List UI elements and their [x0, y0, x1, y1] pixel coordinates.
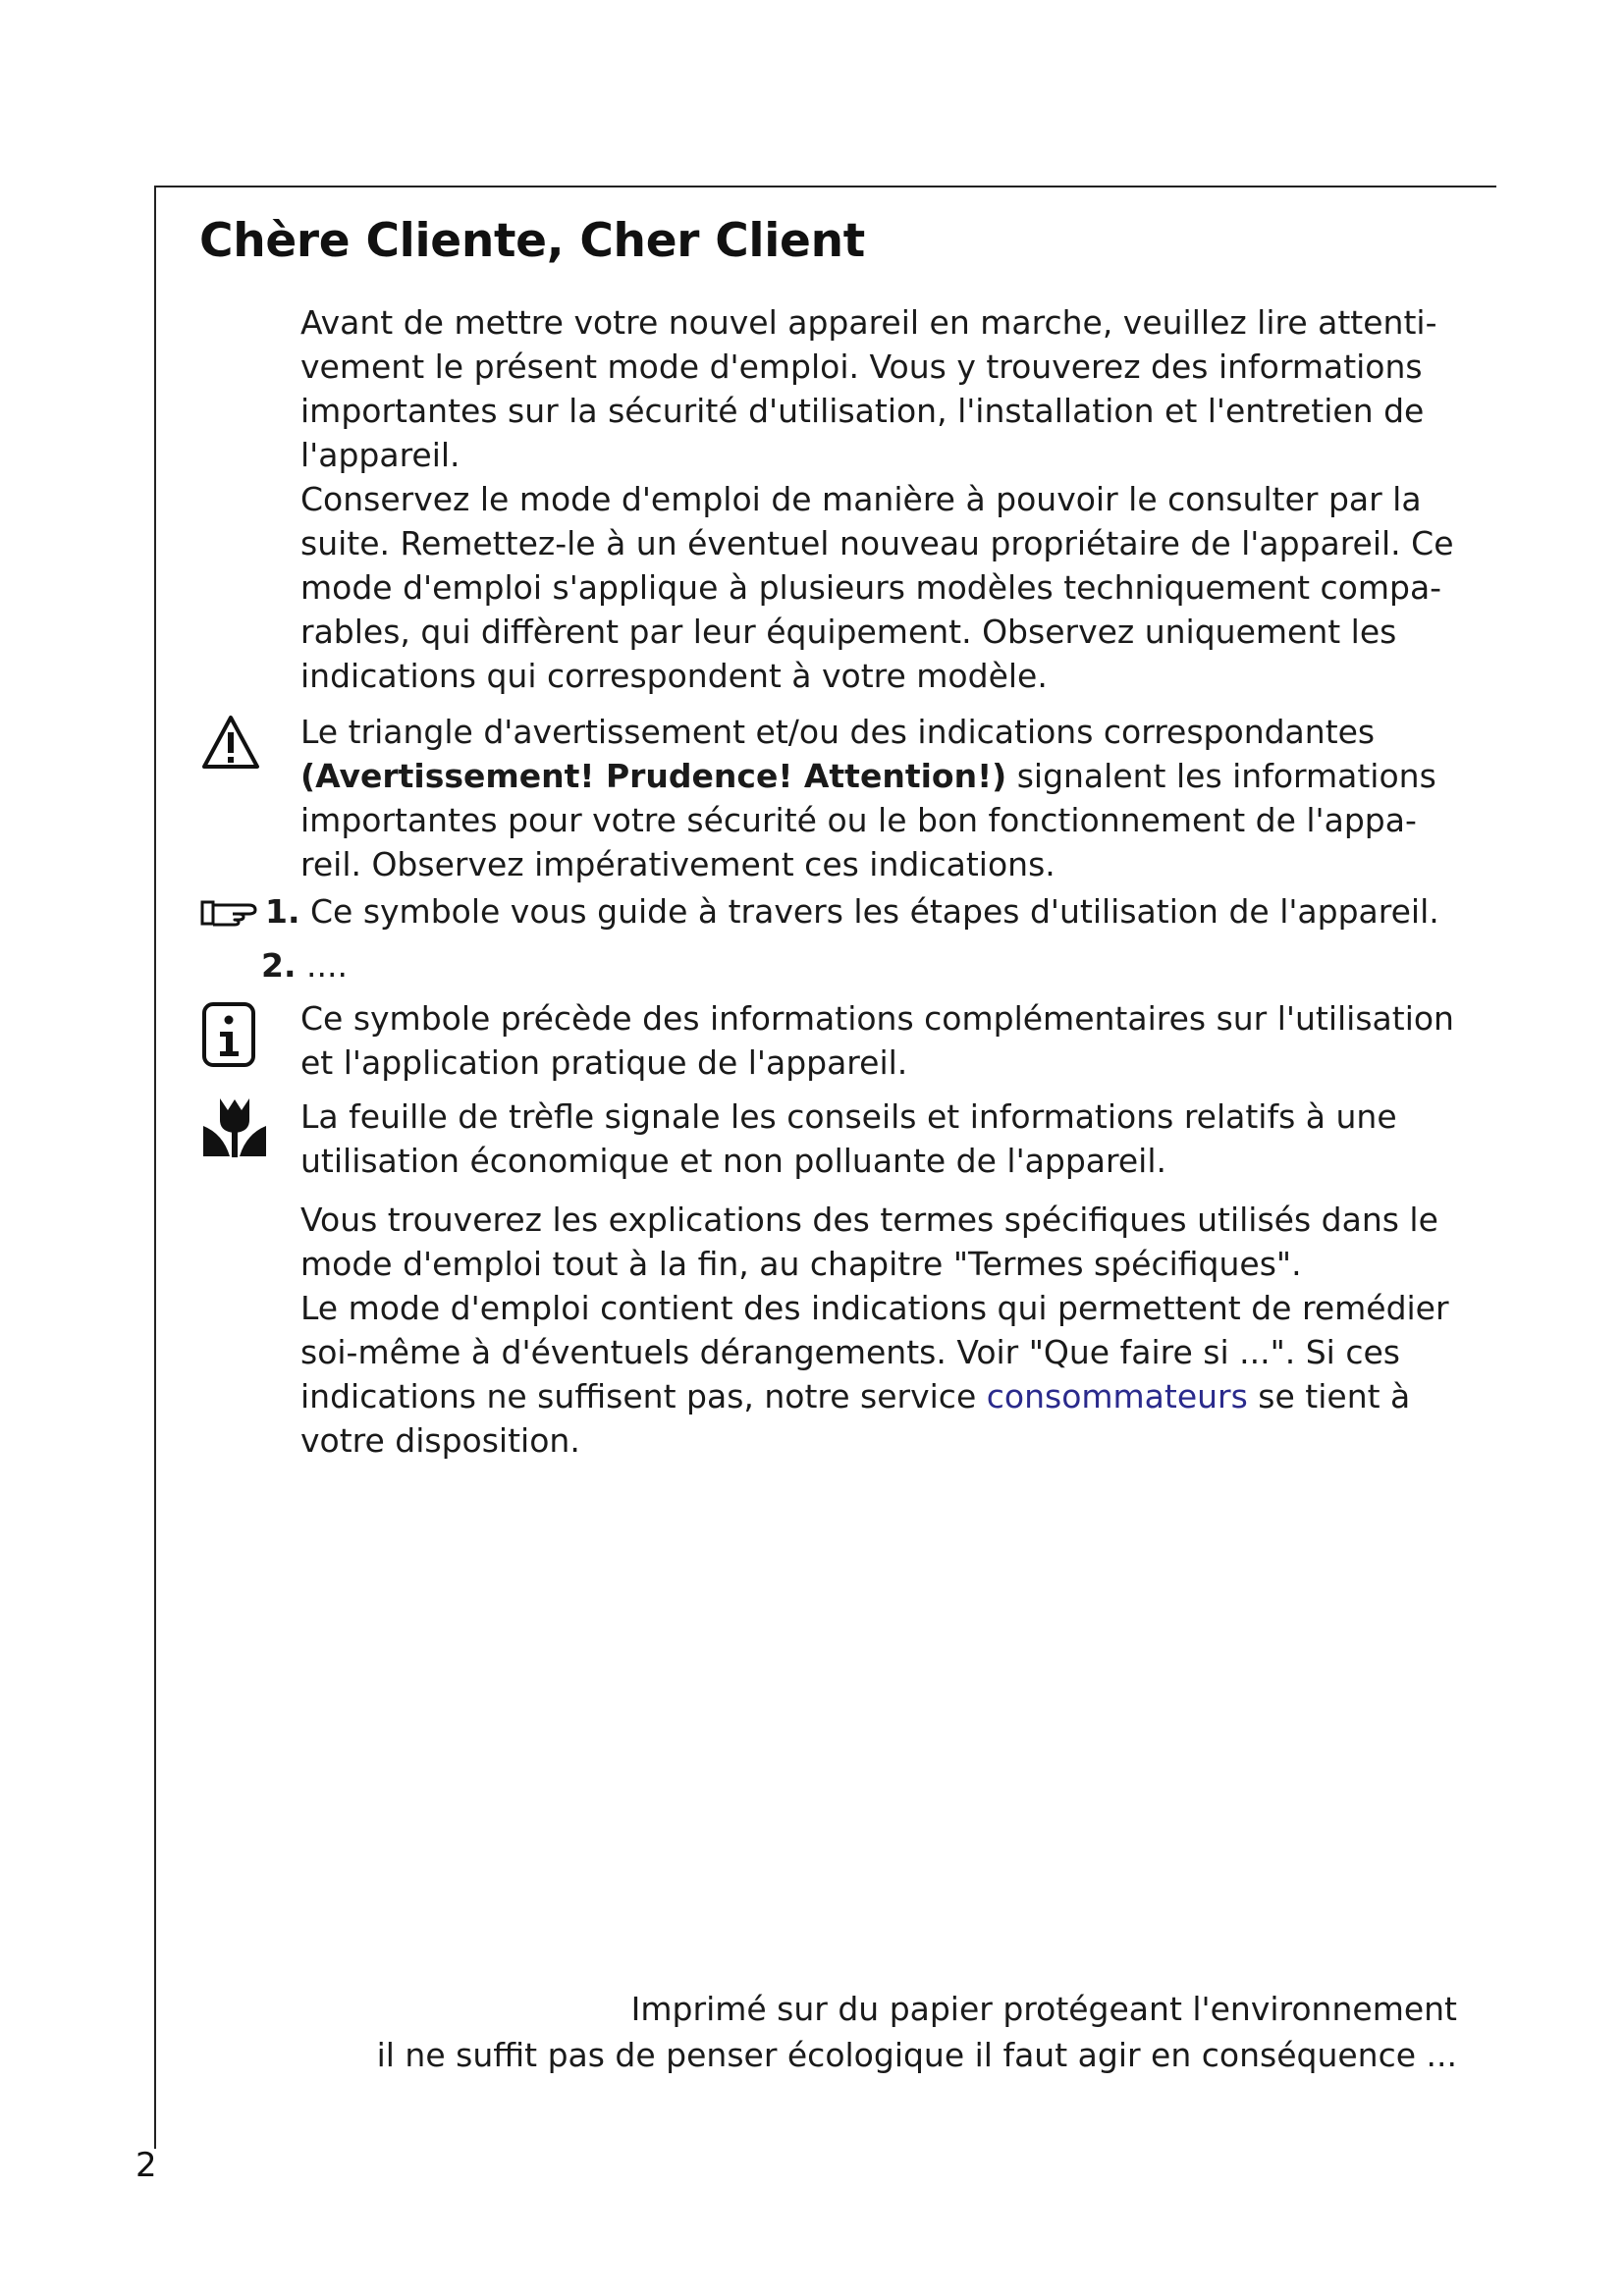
left-rule	[154, 186, 156, 2149]
step-text: Ce symbole vous guide à travers les étapes d'utilisation de l'appareil.	[310, 892, 1439, 931]
closing-line: Vous trouverez les explications des termes spécifiques utilisés dans le	[300, 1201, 1438, 1239]
intro-section	[300, 300, 1454, 698]
intro-line: importantes sur la sécurité d'utilisation, l'installation et l'entretien de	[300, 392, 1425, 430]
closing-section	[300, 1198, 1454, 1463]
step-item-2	[261, 943, 348, 988]
intro-line: l'appareil.	[300, 436, 460, 474]
warning-line-rest: signalent les informations	[1006, 757, 1436, 795]
footer-line: il ne suffit pas de penser écologique il faut agir en conséquence ...	[376, 2036, 1457, 2074]
info-line: et l'application pratique de l'appareil.	[300, 1043, 908, 1082]
pointing-hand-icon	[199, 896, 260, 928]
closing-line: Le mode d'emploi contient des indications qui permettent de remédier	[300, 1289, 1449, 1327]
closing-line: soi-même à d'éventuels dérangements. Voir "Que faire si ...". Si ces	[300, 1333, 1400, 1371]
intro-line: Conservez le mode d'emploi de manière à pouvoir le consulter par la	[300, 480, 1422, 518]
intro-line: vement le présent mode d'emploi. Vous y trouverez des informations	[300, 347, 1423, 386]
intro-line: mode d'emploi s'applique à plusieurs modèles techniquement compa-	[300, 568, 1442, 607]
warning-line: importantes pour votre sécurité ou le bon fonctionnement de l'appa-	[300, 801, 1417, 839]
intro-line: Avant de mettre votre nouvel appareil en marche, veuillez lire attenti-	[300, 303, 1437, 342]
eco-footer	[377, 1986, 1457, 2078]
closing-line	[300, 1374, 1454, 1418]
intro-line: rables, qui diffèrent par leur équipement. Observez uniquement les	[300, 613, 1397, 651]
warning-triangle-icon	[201, 715, 260, 770]
warning-keywords: (Avertissement! Prudence! Attention!)	[300, 757, 1007, 795]
step-number: 1.	[265, 892, 300, 931]
step-item-1	[265, 889, 1439, 934]
intro-line: indications qui correspondent à votre modèle.	[300, 657, 1048, 695]
info-section	[300, 996, 1454, 1085]
warning-line: Le triangle d'avertissement et/ou des indications correspondantes	[300, 713, 1376, 751]
eco-line: utilisation économique et non polluante de l'appareil.	[300, 1142, 1166, 1180]
step-text: ....	[306, 946, 348, 985]
closing-text: se tient à	[1247, 1377, 1411, 1415]
warning-line	[300, 754, 1454, 798]
warning-line: reil. Observez impérativement ces indications.	[300, 845, 1056, 883]
page-title: Chère Cliente, Cher Client	[199, 214, 865, 268]
top-rule	[154, 186, 1496, 187]
consumer-service-link[interactable]: consommateurs	[986, 1377, 1248, 1415]
step-number: 2.	[261, 946, 297, 985]
info-icon	[201, 1001, 256, 1068]
warning-section	[300, 710, 1454, 886]
page-number: 2	[135, 2146, 157, 2185]
info-line: Ce symbole précède des informations complémentaires sur l'utilisation	[300, 999, 1454, 1038]
closing-text: indications ne suffisent pas, notre service	[300, 1377, 987, 1415]
eco-section	[300, 1095, 1454, 1183]
closing-line: mode d'emploi tout à la fin, au chapitre "Termes spécifiques".	[300, 1245, 1302, 1283]
eco-line: La feuille de trèfle signale les conseils et informations relatifs à une	[300, 1097, 1397, 1136]
intro-line: suite. Remettez-le à un éventuel nouveau propriétaire de l'appareil. Ce	[300, 524, 1454, 562]
footer-line: Imprimé sur du papier protégeant l'environnement	[630, 1990, 1457, 2028]
tulip-icon	[201, 1095, 268, 1159]
closing-line: votre disposition.	[300, 1421, 580, 1460]
